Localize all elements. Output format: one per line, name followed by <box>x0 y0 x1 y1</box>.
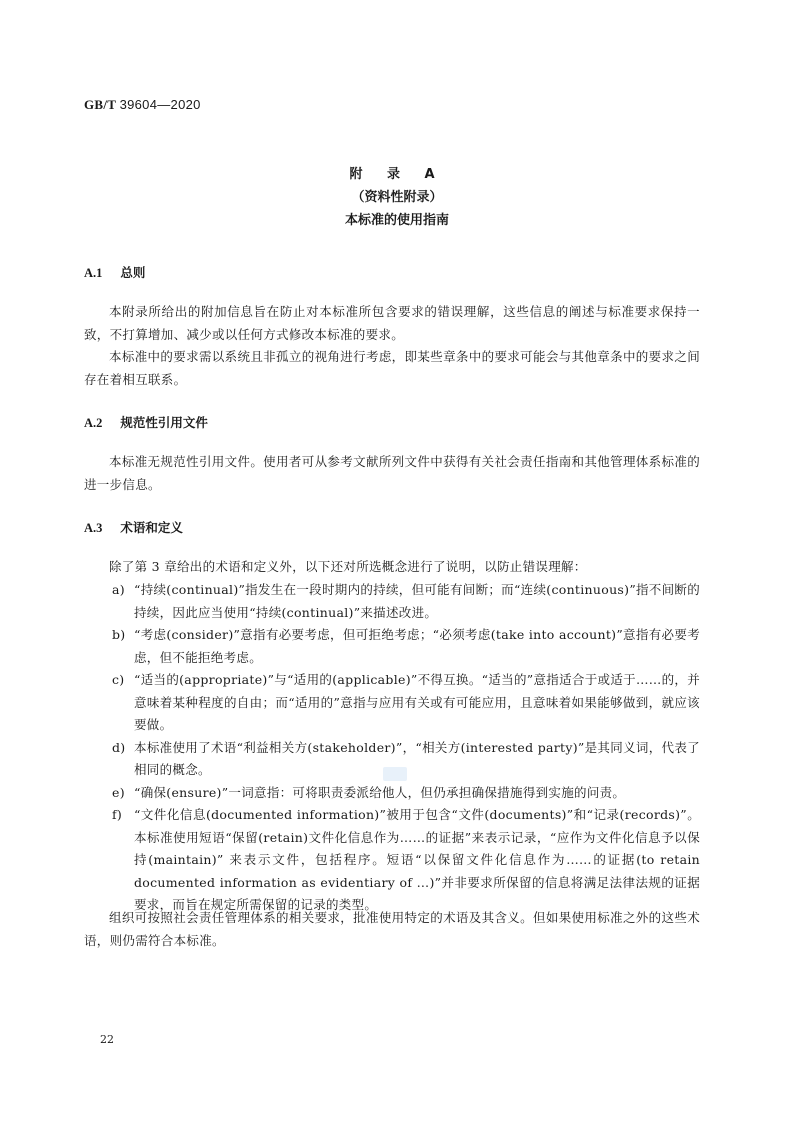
section-title: 总则 <box>120 265 146 280</box>
paragraph: 本附录所给出的附加信息旨在防止对本标准所包含要求的错误理解，这些信息的阐述与标准要求保持一致，不打算增加、减少或以任何方式修改本标准的要求。 <box>84 304 700 342</box>
section-heading-a2 <box>84 413 208 431</box>
section-title: 规范性引用文件 <box>120 415 208 430</box>
definition-list <box>84 579 700 917</box>
annex-subject: 本标准的使用指南 <box>344 213 449 228</box>
paragraph: 本标准无规范性引用文件。使用者可从参考文献所列文件中获得有关社会责任指南和其他管理体系标准的进一步信息。 <box>84 454 700 492</box>
section-number: A.2 <box>84 416 103 430</box>
section-heading-a1 <box>84 263 145 281</box>
item-text: “考虑(consider)”意指有必要考虑，但可拒绝考虑；“必须考虑(take into account)”意指有必要考虑，但不能拒绝考虑。 <box>134 627 700 665</box>
standard-code <box>84 97 201 113</box>
item-text: “文件化信息(documented information)”被用于包含“文件(documents)”和“记录(records)”。本标准使用短语“保留(retain)文件化信息作为……的证据”来表示记录，“应作为文件化信息予以保持(maintain)” 来表示文件，包括程序。短语“以保留文件化信息作为……的证据(to retain documented information as evidentiary of …)”并非要求所保留的信息将满足法律法规的证据要求，而旨在规定所需保留的记录的类型。 <box>134 807 700 912</box>
annex-title-block <box>0 163 794 232</box>
paragraph-closing: 组织可按照社会责任管理体系的相关要求，批准使用特定的术语及其含义。但如果使用标准之外的这些术语，则仍需符合本标准。 <box>84 910 700 948</box>
standard-prefix: GB/T <box>84 97 117 112</box>
item-text: “确保(ensure)”一词意指：可将职责委派给他人，但仍承担确保措施得到实施的问责。 <box>134 784 626 800</box>
item-text: 本标准使用了术语“利益相关方(stakeholder)”，“相关方(interested party)”是其同义词，代表了相同的概念。 <box>134 739 700 777</box>
item-text: “适当的(appropriate)”与“适用的(applicable)”不得互换。“适当的”意指适合于或适于……的，并意味着某种程度的自由；而“适用的”意指与应用有关或有可能应用，且意味着如果能够做到，就应该要做。 <box>134 672 700 732</box>
item-label: f) <box>112 807 123 822</box>
item-text: “持续(continual)”指发生在一段时期内的持续，但可能有间断；而“连续(continuous)”指不间断的持续，因此应当使用“持续(continual)”来描述改进。 <box>134 582 701 620</box>
item-label: b) <box>112 627 126 642</box>
section-title: 术语和定义 <box>120 520 183 535</box>
list-item <box>84 669 700 737</box>
watermark-logo <box>383 767 407 781</box>
list-item <box>84 804 700 917</box>
standard-number: 39604—2020 <box>119 97 201 112</box>
item-label: c) <box>112 672 125 687</box>
paragraph: 本标准中的要求需以系统且非孤立的视角进行考虑，即某些章条中的要求可能会与其他章条中的要求之间存在着相互联系。 <box>84 349 700 387</box>
list-item <box>84 782 700 805</box>
annex-title: 附 录 A <box>349 167 445 182</box>
annex-type: （资料性附录） <box>351 190 443 205</box>
list-item <box>84 624 700 669</box>
section-number: A.3 <box>84 521 103 535</box>
item-label: a) <box>112 582 125 597</box>
paragraph-intro: 除了第 3 章给出的术语和定义外，以下还对所选概念进行了说明，以防止错误理解： <box>109 559 587 574</box>
list-item <box>84 579 700 624</box>
section-heading-a3 <box>84 518 183 536</box>
section-number: A.1 <box>84 266 103 280</box>
page-number: 22 <box>100 1033 114 1046</box>
item-label: e) <box>112 784 125 800</box>
item-label: d) <box>112 739 126 755</box>
